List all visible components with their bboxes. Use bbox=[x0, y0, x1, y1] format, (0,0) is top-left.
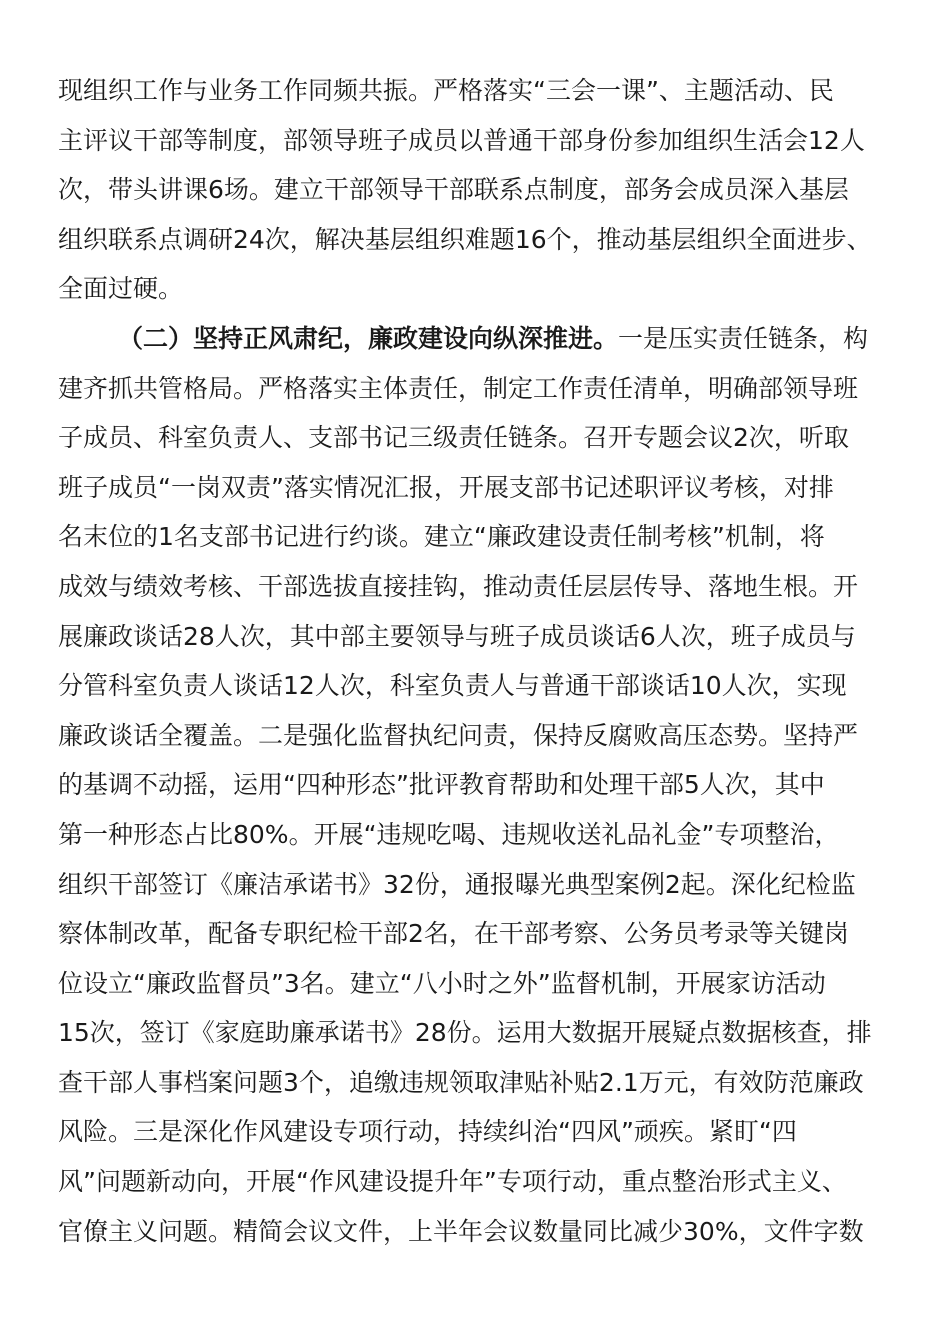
text-line: 风险。三是深化作风建设专项行动，持续纠治“四风”顽疾。紧盯“四 bbox=[58, 1117, 797, 1147]
section-heading-line bbox=[58, 314, 892, 364]
text-line: 查干部人事档案问题3个，追缴违规领取津贴补贴2.1万元，有效防范廉政 bbox=[58, 1067, 864, 1097]
heading-line-continuation: 一是压实责任链条，构 bbox=[618, 323, 869, 353]
text-line: 15次，签订《家庭助廉承诺书》28份。运用大数据开展疑点数据核查，排 bbox=[58, 1018, 872, 1048]
text-line: 子成员、科室负责人、支部书记三级责任链条。召开专题会议2次，听取 bbox=[58, 423, 849, 453]
text-line: 建齐抓共管格局。严格落实主体责任，制定工作责任清单，明确部领导班 bbox=[58, 373, 859, 403]
text-line: 的基调不动摇，运用“四种形态”批评教育帮助和处理干部5人次，其中 bbox=[58, 770, 825, 800]
text-line: 位设立“廉政监督员”3名。建立“八小时之外”监督机制，开展家访活动 bbox=[58, 968, 826, 998]
text-line: 组织干部签订《廉洁承诺书》32份，通报曝光典型案例2起。深化纪检监 bbox=[58, 869, 856, 899]
text-line: 现组织工作与业务工作同频共振。严格落实“三会一课”、主题活动、民 bbox=[58, 76, 834, 105]
text-line: 展廉政谈话28人次，其中部主要领导与班子成员谈话6人次，班子成员与 bbox=[58, 621, 856, 651]
text-line: 全面过硬。 bbox=[58, 274, 184, 304]
section-heading: （二）坚持正风肃纪，廉政建设向纵深推进。 bbox=[118, 323, 619, 353]
text-line: 次，带头讲课6场。建立干部领导干部联系点制度，部务会成员深入基层 bbox=[58, 175, 849, 205]
text-line: 廉政谈话全覆盖。二是强化监督执纪问责，保持反腐败高压态势。坚持严 bbox=[58, 720, 859, 750]
text-line: 察体制改革，配备专职纪检干部2名，在干部考察、公务员考录等关键岗 bbox=[58, 919, 849, 949]
text-line: 分管科室负责人谈话12人次，科室负责人与普通干部谈话10人次，实现 bbox=[58, 671, 847, 701]
text-line: 班子成员“一岗双责”落实情况汇报，开展支部书记述职评议考核，对排 bbox=[58, 472, 834, 502]
text-line: 主评议干部等制度，部领导班子成员以普通干部身份参加组织生活会12人 bbox=[58, 125, 865, 155]
paragraph-organization-work bbox=[58, 66, 892, 314]
text-line: 成效与绩效考核、干部选拔直接挂钩，推动责任层层传导、落地生根。开 bbox=[58, 571, 859, 601]
text-line: 名末位的1名支部书记进行约谈。建立“廉政建设责任制考核”机制，将 bbox=[58, 522, 825, 552]
text-line: 官僚主义问题。精简会议文件，上半年会议数量同比减少30%，文件字数 bbox=[58, 1216, 864, 1246]
text-line: 组织联系点调研24次，解决基层组织难题16个，推动基层组织全面进步、 bbox=[58, 224, 872, 254]
text-line: 第一种形态占比80%。开展“违规吃喝、违规收送礼品礼金”专项整治， bbox=[58, 819, 840, 849]
paragraph-integrity-building bbox=[58, 314, 892, 1256]
text-line: 风”问题新动向，开展“作风建设提升年”专项行动，重点整治形式主义、 bbox=[58, 1167, 847, 1197]
document-body bbox=[58, 66, 892, 1256]
